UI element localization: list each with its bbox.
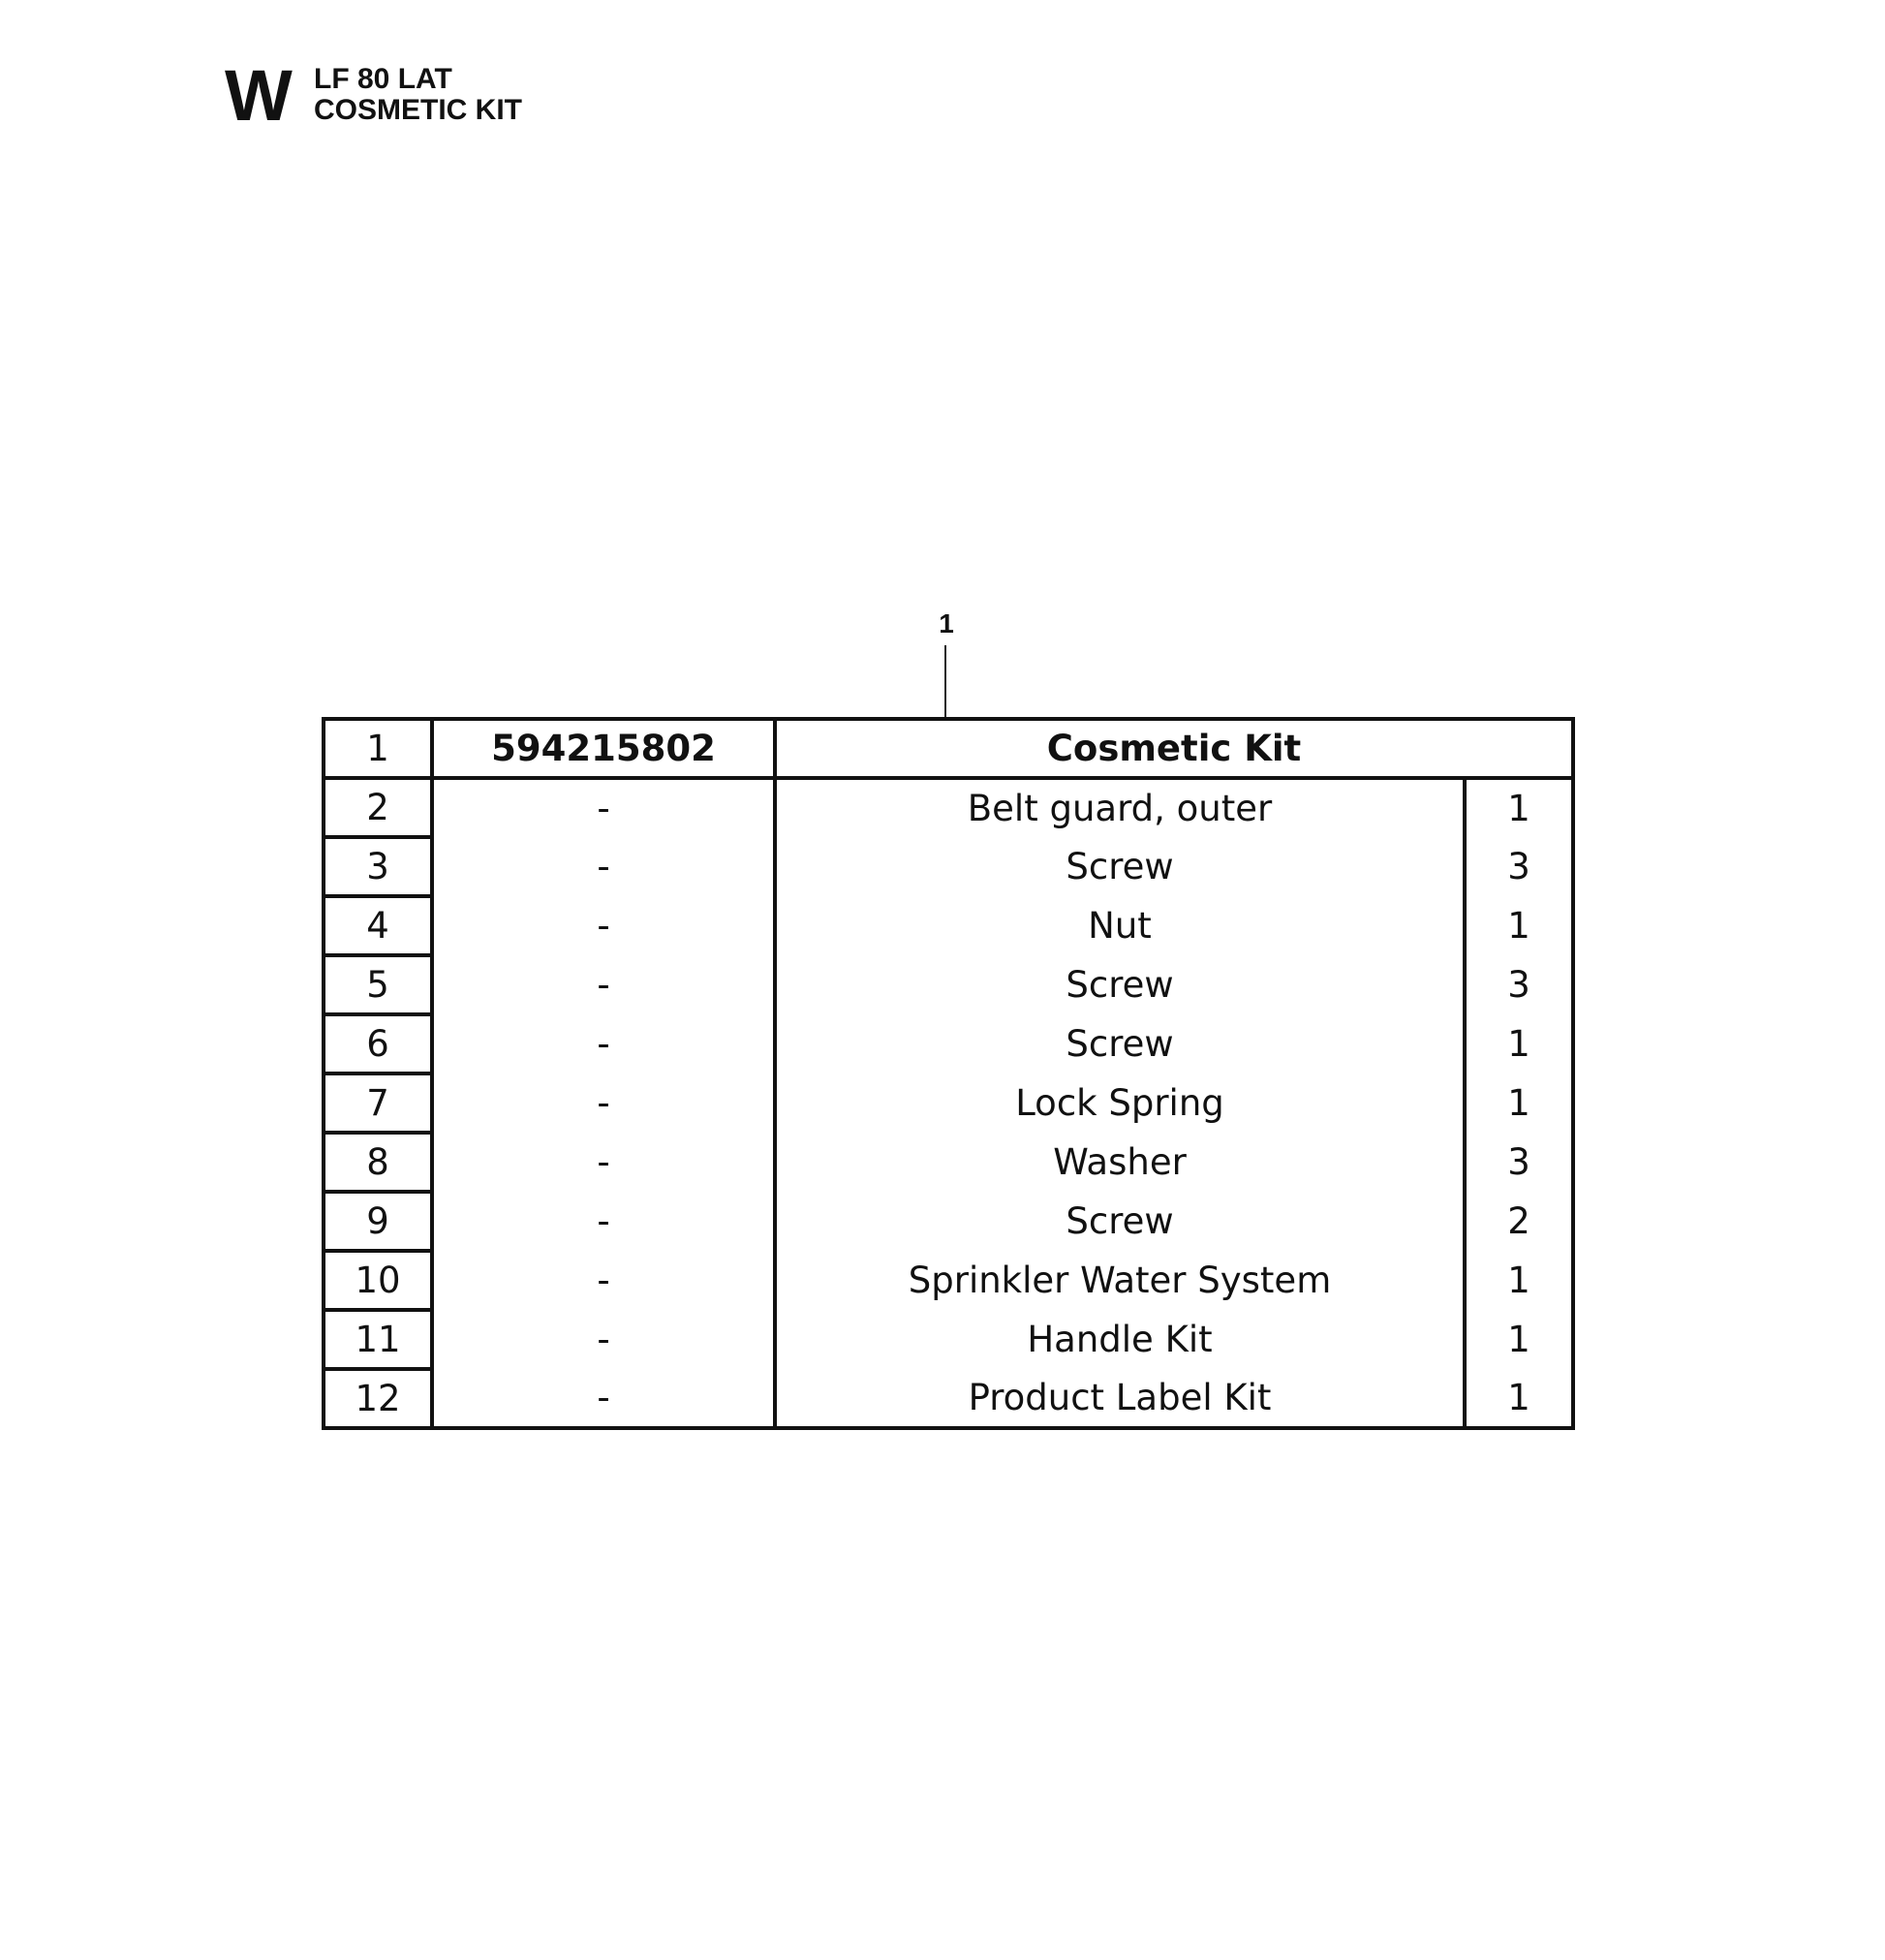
item-part-number: -	[432, 896, 775, 955]
table-row	[324, 837, 1573, 896]
kit-position: 1	[324, 719, 432, 778]
callout-number: 1	[939, 608, 954, 638]
item-description: Screw	[775, 837, 1465, 896]
item-part-number: -	[432, 1073, 775, 1133]
table-row	[324, 1073, 1573, 1133]
parts-table	[322, 717, 1575, 1430]
kit-part-number: 594215802	[432, 719, 775, 778]
item-position: 6	[324, 1014, 432, 1073]
item-description: Sprinkler Water System	[775, 1251, 1465, 1310]
item-position: 9	[324, 1192, 432, 1251]
kit-row	[324, 719, 1573, 778]
item-part-number: -	[432, 1251, 775, 1310]
table-row	[324, 1192, 1573, 1251]
table-row	[324, 896, 1573, 955]
kit-description: Cosmetic Kit	[775, 719, 1573, 778]
callout-leader-line	[944, 645, 946, 719]
table-row	[324, 1310, 1573, 1369]
item-position: 3	[324, 837, 432, 896]
item-quantity: 1	[1465, 1369, 1573, 1428]
item-quantity: 1	[1465, 1073, 1573, 1133]
model-name: LF 80 LAT	[314, 63, 452, 95]
item-description: Washer	[775, 1133, 1465, 1192]
item-part-number: -	[432, 837, 775, 896]
item-description: Handle Kit	[775, 1310, 1465, 1369]
item-quantity: 1	[1465, 896, 1573, 955]
item-quantity: 1	[1465, 778, 1573, 837]
item-part-number: -	[432, 1133, 775, 1192]
item-quantity: 1	[1465, 1014, 1573, 1073]
item-part-number: -	[432, 1310, 775, 1369]
item-position: 8	[324, 1133, 432, 1192]
table-row	[324, 778, 1573, 837]
item-quantity: 2	[1465, 1192, 1573, 1251]
item-part-number: -	[432, 778, 775, 837]
item-part-number: -	[432, 955, 775, 1014]
item-position: 7	[324, 1073, 432, 1133]
item-quantity: 3	[1465, 1133, 1573, 1192]
item-quantity: 3	[1465, 955, 1573, 1014]
item-part-number: -	[432, 1369, 775, 1428]
table-row	[324, 955, 1573, 1014]
item-position: 12	[324, 1369, 432, 1428]
page-header	[225, 55, 612, 136]
table-row	[324, 1014, 1573, 1073]
item-quantity: 1	[1465, 1310, 1573, 1369]
table-row	[324, 1133, 1573, 1192]
item-position: 2	[324, 778, 432, 837]
table-row	[324, 1369, 1573, 1428]
item-description: Screw	[775, 1192, 1465, 1251]
item-position: 5	[324, 955, 432, 1014]
item-position: 4	[324, 896, 432, 955]
item-part-number: -	[432, 1014, 775, 1073]
item-position: 11	[324, 1310, 432, 1369]
item-quantity: 1	[1465, 1251, 1573, 1310]
item-description: Product Label Kit	[775, 1369, 1465, 1428]
item-description: Belt guard, outer	[775, 778, 1465, 837]
table-row	[324, 1251, 1573, 1310]
item-description: Screw	[775, 1014, 1465, 1073]
item-quantity: 3	[1465, 837, 1573, 896]
item-part-number: -	[432, 1192, 775, 1251]
item-description: Nut	[775, 896, 1465, 955]
item-description: Lock Spring	[775, 1073, 1465, 1133]
section-letter: W	[225, 55, 293, 136]
item-description: Screw	[775, 955, 1465, 1014]
item-position: 10	[324, 1251, 432, 1310]
page-title: COSMETIC KIT	[314, 94, 522, 126]
